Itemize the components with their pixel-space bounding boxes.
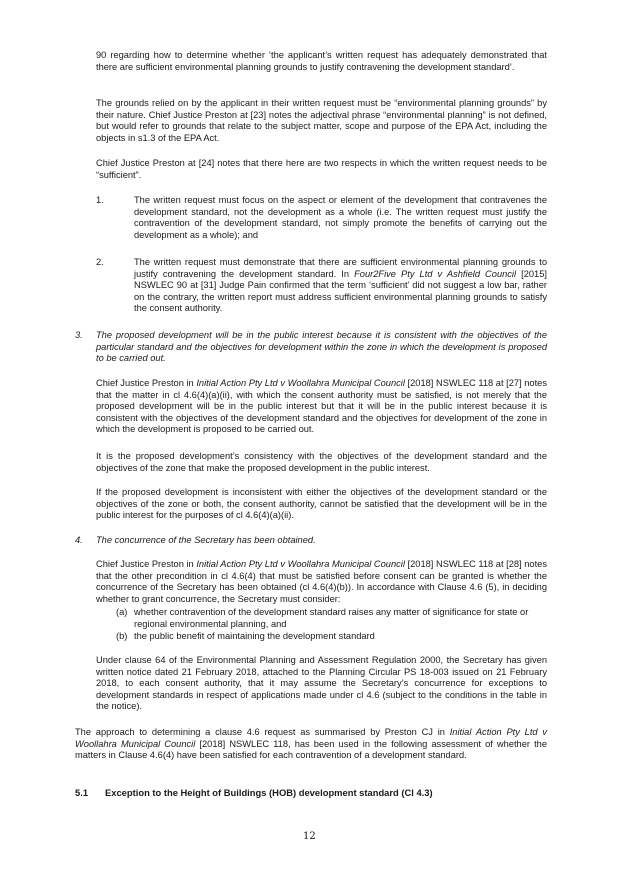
paragraph-consistency: It is the proposed development’s consistency with the objectives of the development standard and the objectives of the zone that make the proposed development in the public interest. bbox=[96, 451, 547, 473]
list-item: The written request must focus on the aspect or element of the development that contravenes the development standard, not the development as a whole (i.e. The written request must justify the contravention of the development standard, not simply promote the benefits of carrying out the development as a whole); and bbox=[134, 195, 547, 240]
paragraph-inconsistent: If the proposed development is inconsistent with either the objectives of the development standard or the objectives of the zone or both, the consent authority, cannot be satisfied that the development will be in the public interest for the purposes of cl 4.6(4)(a)(ii). bbox=[96, 487, 547, 521]
list-number: 2. bbox=[96, 257, 104, 267]
criterion-heading: The proposed development will be in the public interest because it is consistent with the objectives of the particular standard and the objectives for development within the zone in which the development is proposed to be carried out. bbox=[96, 330, 547, 364]
paragraph-approach bbox=[75, 727, 547, 762]
paragraph-clause-64: Under clause 64 of the Environmental Planning and Assessment Regulation 2000, the Secretary has given written notice dated 21 February 2018, attached to the Planning Circular PS 18-003 issued on 21 February 2018, to each consent authority, that it may assume the Secretary’s concurrence for exceptions to development standards in respect of applications made under cl 4.6 (subject to the conditions in the table in the notice). bbox=[96, 655, 547, 712]
sublist-item: the public benefit of maintaining the development standard bbox=[134, 631, 375, 641]
paragraph-grounds: The grounds relied on by the applicant in their written request must be “environmental planning grounds” by their nature. Chief Justice Preston at [23] notes the adjectival phrase “environmental planning” is not defined, but would refer to grounds that relate to the subject matter, scope and purpose of the EPA Act, including the objects in s1.3 of the EPA Act. bbox=[96, 98, 547, 143]
paragraph-intro: 90 regarding how to determine whether ‘the applicant’s written request has adequately demonstrated that there are sufficient environmental planning grounds to justify contravening the development standard’. bbox=[96, 50, 547, 72]
case-name: Initial Action Pty Ltd v Woollahra Municipal Council bbox=[196, 559, 405, 569]
sublist-item: whether contravention of the development standard raises any matter of significance for state or regional environmental planning, and bbox=[134, 607, 529, 629]
case-name: Initial Action Pty Ltd v Woollahra Municipal Council bbox=[75, 727, 547, 749]
paragraph-text: [2018] NSWLEC 118, has been used in the following assessment of whether the matters in Clause 4.6(4) have been satisfied for each contravention of a development standard. bbox=[75, 738, 547, 761]
list-item-text: [2015] NSWLEC 90 at [31] Judge Pain confirmed that the term ‘sufficient’ did not suggest a low bar, rather on the contrary, the written report must address sufficient environmental planning grounds to satisfy the consent authority. bbox=[134, 268, 547, 314]
sublist-letter: (b) bbox=[116, 631, 128, 641]
list-item bbox=[134, 257, 547, 315]
page-number: 12 bbox=[303, 831, 316, 842]
case-name: Initial Action Pty Ltd v Woollahra Municipal Council bbox=[196, 378, 405, 388]
list-item-text: The written request must demonstrate that there are sufficient environmental planning grounds to justify contravening the development standard. In bbox=[134, 257, 547, 279]
paragraph-text: Chief Justice Preston in bbox=[96, 378, 197, 388]
criterion-number: 4. bbox=[75, 535, 83, 545]
paragraph-text: [2018] NSWLEC 118 at [28] notes that the other precondition in cl 4.6(4) that must be satisfied before consent can be granted is whether the concurrence of the Secretary has been obtained (cl 4.6(4)(b)). In accordance with Clause 4.6 (5), in deciding whether to grant concurrence, the Secretary must consider: bbox=[96, 559, 547, 604]
criterion-heading: The concurrence of the Secretary has been obtained. bbox=[96, 535, 316, 545]
section-heading: Exception to the Height of Buildings (HOB) development standard (Cl 4.3) bbox=[105, 787, 433, 798]
case-name: Four2Five Pty Ltd v Ashfield Council bbox=[354, 268, 517, 279]
list-number: 1. bbox=[96, 195, 104, 205]
paragraph-text: Chief Justice Preston in bbox=[96, 559, 197, 569]
paragraph-initial-action-1 bbox=[96, 378, 547, 436]
criterion-number: 3. bbox=[75, 330, 83, 340]
paragraph-initial-action-2 bbox=[96, 559, 547, 605]
sublist-letter: (a) bbox=[116, 607, 128, 617]
paragraph-text: The approach to determining a clause 4.6 request as summarised by Preston CJ in bbox=[75, 727, 450, 737]
paragraph-text: [2018] NSWLEC 118 at [27] notes that the matter in cl 4.6(4)(a)(ii), with which the consent authority must be satisfied, is not merely that the proposed development will be in the public interest but that it will be in the public interest because it is consistent with the objectives of the development standard and the objectives for development of the zone in which the development is proposed to be carried out. bbox=[96, 378, 547, 435]
paragraph-sufficient: Chief Justice Preston at [24] notes that there here are two respects in which the written request needs to be “sufficient”. bbox=[96, 158, 547, 180]
section-number: 5.1 bbox=[75, 787, 89, 798]
